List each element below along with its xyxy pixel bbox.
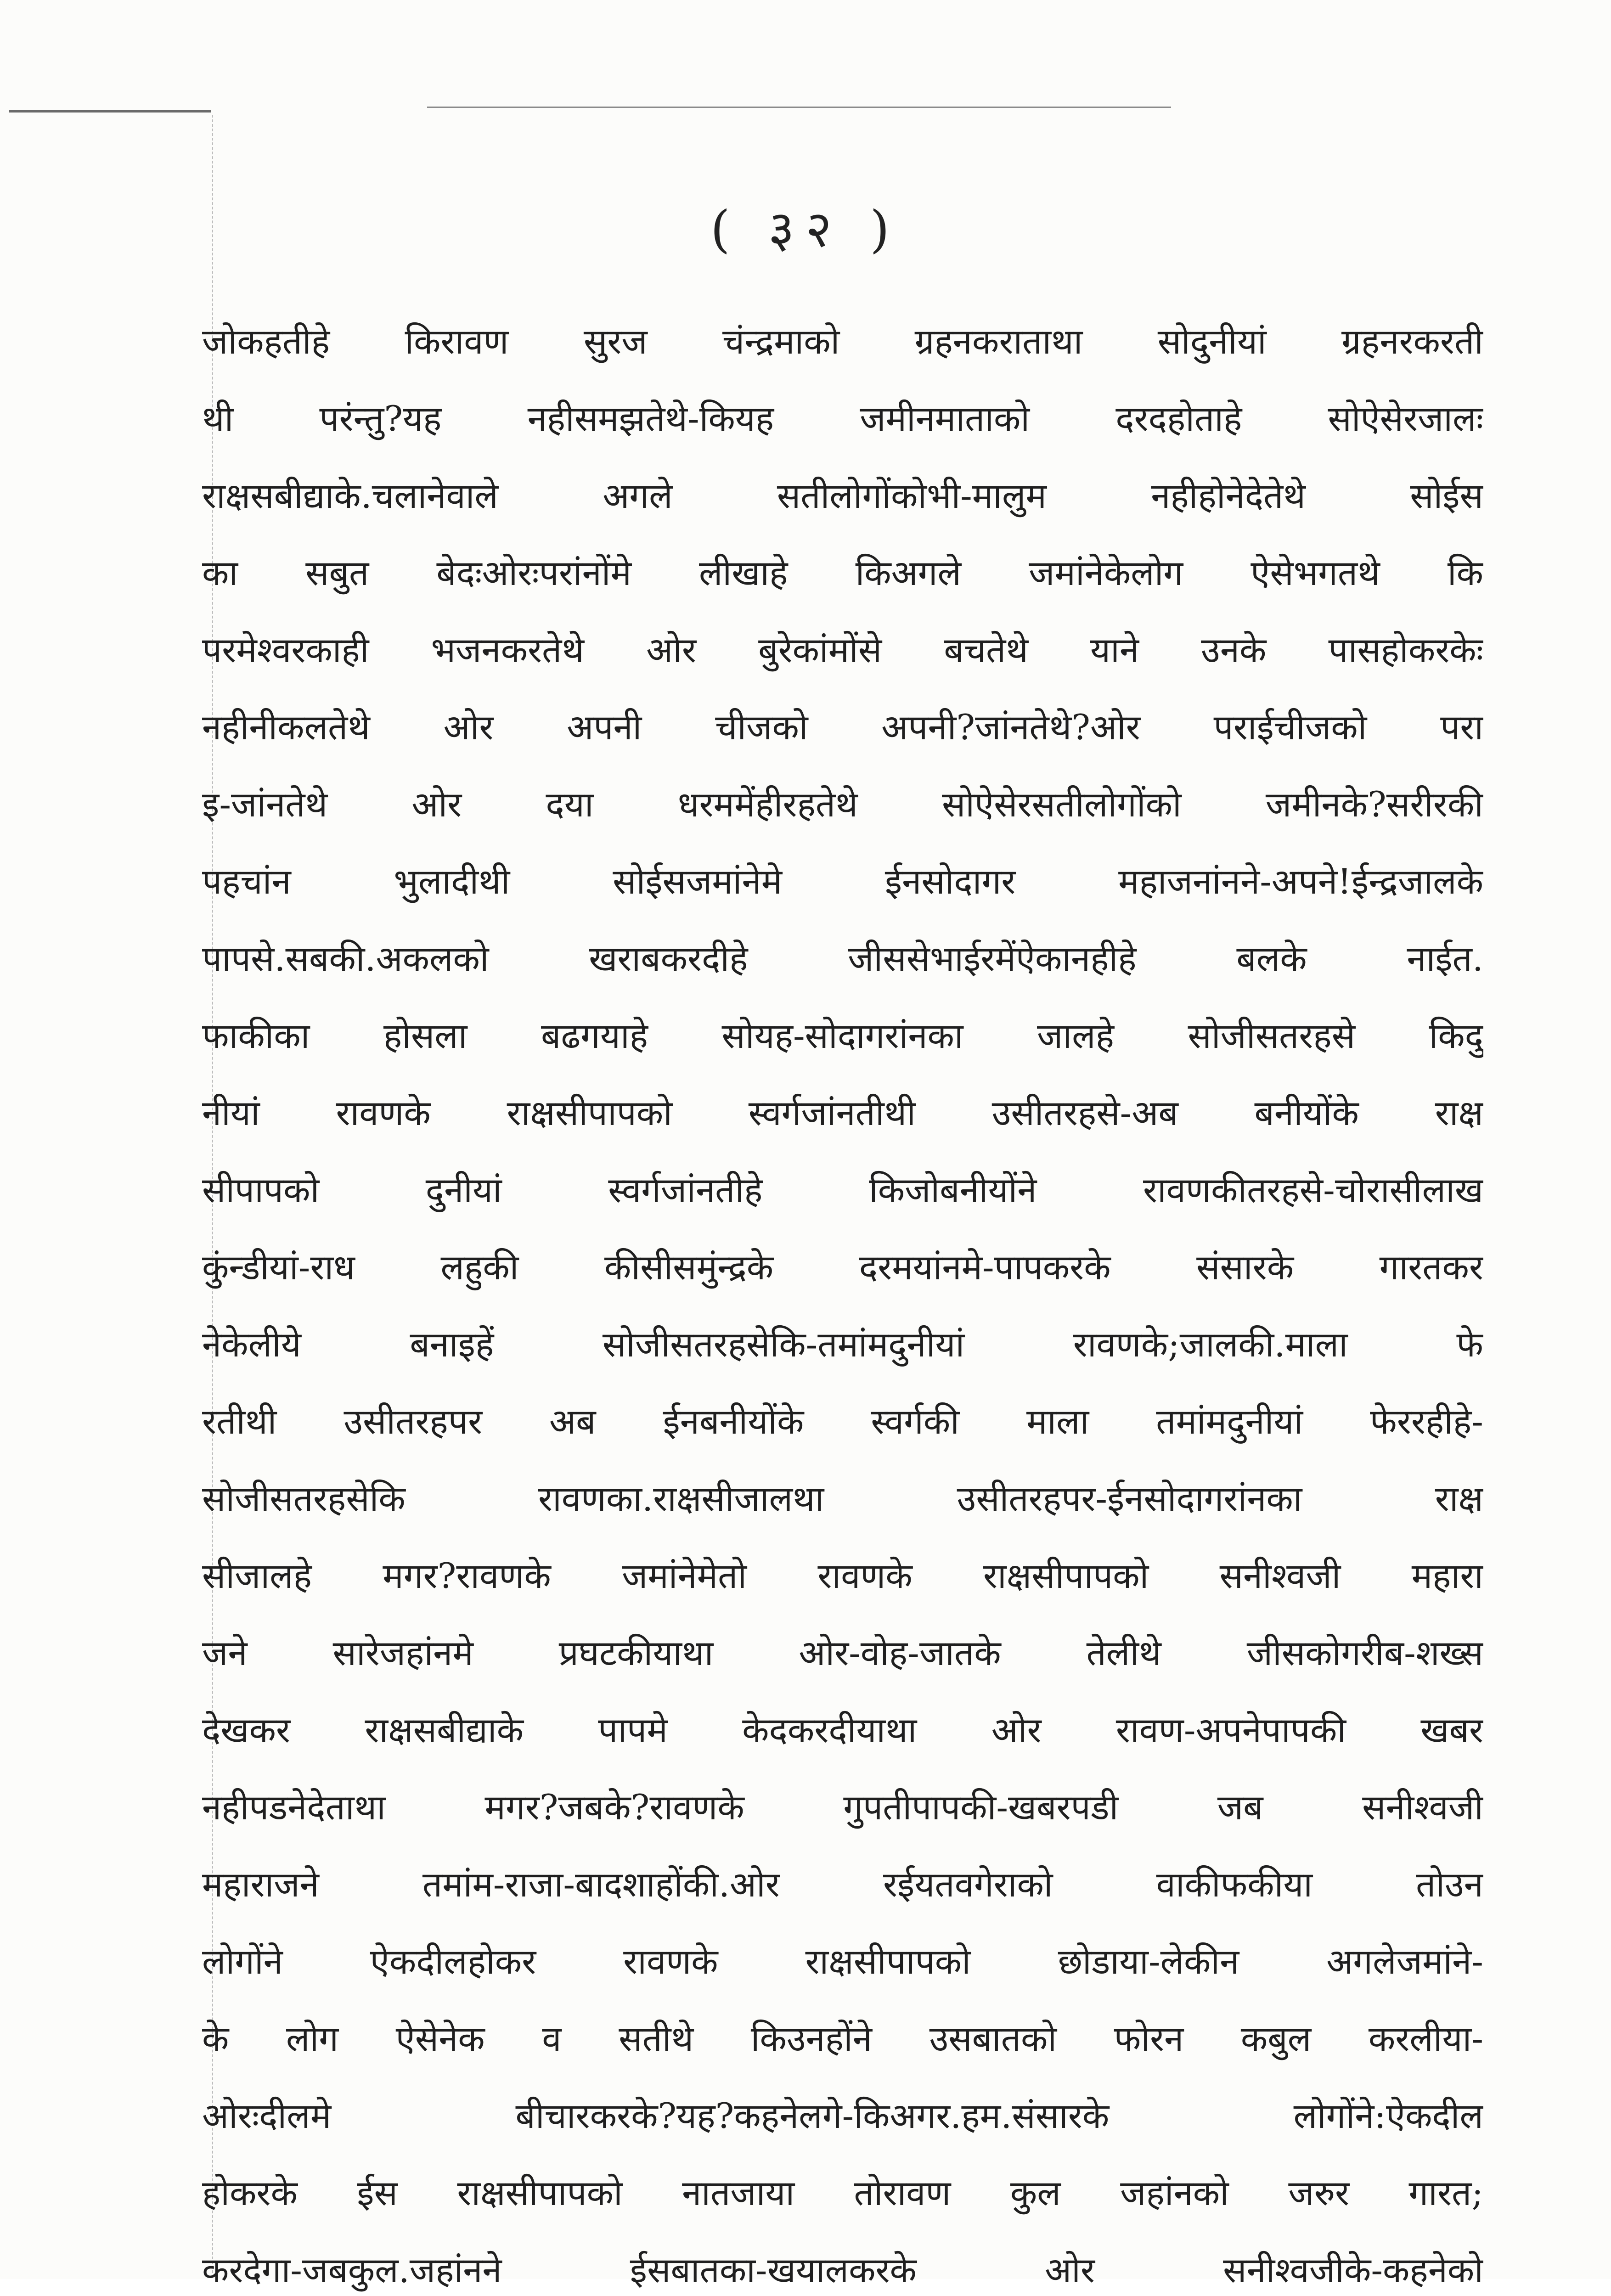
text-line: महाराजने तमांम-राजा-बादशाहोंकी.ओर रईयतवगेराको वाकीफकीया तोउन: [202, 1864, 1483, 1905]
text-line: सोजीसतरहसेकि रावणका.राक्षसीजालथा उसीतरहपर-ईनसोदागरांनका राक्ष: [202, 1478, 1483, 1519]
text-line: पहचांन भुलादीथी सोईसजमांनेमे ईनसोदागर महाजनांनने-अपने!ईन्द्रजालके: [202, 861, 1483, 902]
body-text: [202, 303, 1483, 2296]
text-line: जने सारेजहांनमे प्रघटकीयाथा ओर-वोह-जातके तेलीथे जीसकोगरीब-शख्स: [202, 1632, 1483, 1673]
text-line: के लोग ऐसेनेक व सतीथे किउनहोंने उसबातको फोरन कबुल करलीया-: [202, 2018, 1483, 2059]
text-line: थी परंन्तु?यह नहीसमझतेथे-कियह जमीनमाताको दरदहोताहे सोऐसेरजालः: [202, 398, 1483, 439]
text-line: कुंन्डीयां-राध लहुकी कीसीसमुंन्द्रके दरमयांनमे-पापकरके संसारके गारतकर: [202, 1247, 1483, 1288]
text-line: रतीथी उसीतरहपर अब ईनबनीयोंके स्वर्गकी माला तमांमदुनीयां फेररहीहे-: [202, 1401, 1483, 1442]
text-line: फाकीका होसला बढगयाहे सोयह-सोदागरांनका जालहे सोजीसतरहसे किदु: [202, 1015, 1483, 1056]
text-line: होकरके ईस राक्षसीपापको नातजाया तोरावण कुल जहांनको जरुर गारत;: [202, 2172, 1483, 2213]
text-line: नहीनीकलतेथे ओर अपनी चीजको अपनी?जांनतेथे?ओर पराईचीजको परा: [202, 707, 1483, 748]
text-line: सीजालहे मगर?रावणके जमांनेमेतो रावणके राक्षसीपापको सनीश्वजी महारा: [202, 1555, 1483, 1596]
text-line: परमेश्वरकाही भजनकरतेथे ओर बुरेकांमोंसे बचतेथे याने उनके पासहोकरकेः: [202, 630, 1483, 670]
page-number: ( ३२ ): [710, 200, 901, 259]
text-line: देखकर राक्षसबीद्याके पापमे केदकरदीयाथा ओर रावण-अपनेपापकी खबर: [202, 1710, 1483, 1750]
text-line: नहीपडनेदेताथा मगर?जबके?रावणके गुपतीपापकी-खबरपडी जब सनीश्वजी: [202, 1787, 1483, 1828]
text-line: ओरःदीलमे बीचारकरके?यह?कहनेलगे-किअगर.हम.संसारके लोगोंने:ऐकदील: [202, 2095, 1483, 2136]
text-line: पापसे.सबकी.अकलको खराबकरदीहे जीससेभाईरमेंऐकानहीहे बलके नाईत.: [202, 938, 1483, 979]
top-rule-center: [427, 107, 1171, 108]
text-line: का सबुत बेदःओरःपरांनोंमे लीखाहे किअगले जमांनेकेलोग ऐसेभगतथे कि: [202, 552, 1483, 593]
text-line: नेकेलीये बनाइहें सोजीसतरहसेकि-तमांमदुनीयां रावणके;जालकी.माला फे: [202, 1324, 1483, 1365]
top-rule-left: [9, 110, 211, 113]
text-line: इ-जांनतेथे ओर दया धरममेंहीरहतेथे सोऐसेरसतीलोगोंको जमीनके?सरीरकी: [202, 784, 1483, 825]
text-line: सीपापको दुनीयां स्वर्गजांनतीहे किजोबनीयोंने रावणकीतरहसे-चोरासीलाख: [202, 1170, 1483, 1210]
text-line: राक्षसबीद्याके.चलानेवाले अगले सतीलोगोंकोभी-मालुम नहीहोनेदेतेथे सोईस: [202, 475, 1483, 516]
text-line: लोगोंने ऐकदीलहोकर रावणके राक्षसीपापको छोडाया-लेकीन अगलेजमांने-: [202, 1941, 1483, 1982]
text-line: नीयां रावणके राक्षसीपापको स्वर्गजांनतीथी उसीतरहसे-अब बनीयोंके राक्ष: [202, 1092, 1483, 1133]
text-line: जोकहतीहे किरावण सुरज चंन्द्रमाको ग्रहनकराताथा सोदुनीयां ग्रहनरकरती: [202, 321, 1483, 362]
text-line: करदेगा-जबकुल.जहांनने ईसबातका-खयालकरके ओर सनीश्वजीके-कहनेको: [202, 2250, 1483, 2290]
